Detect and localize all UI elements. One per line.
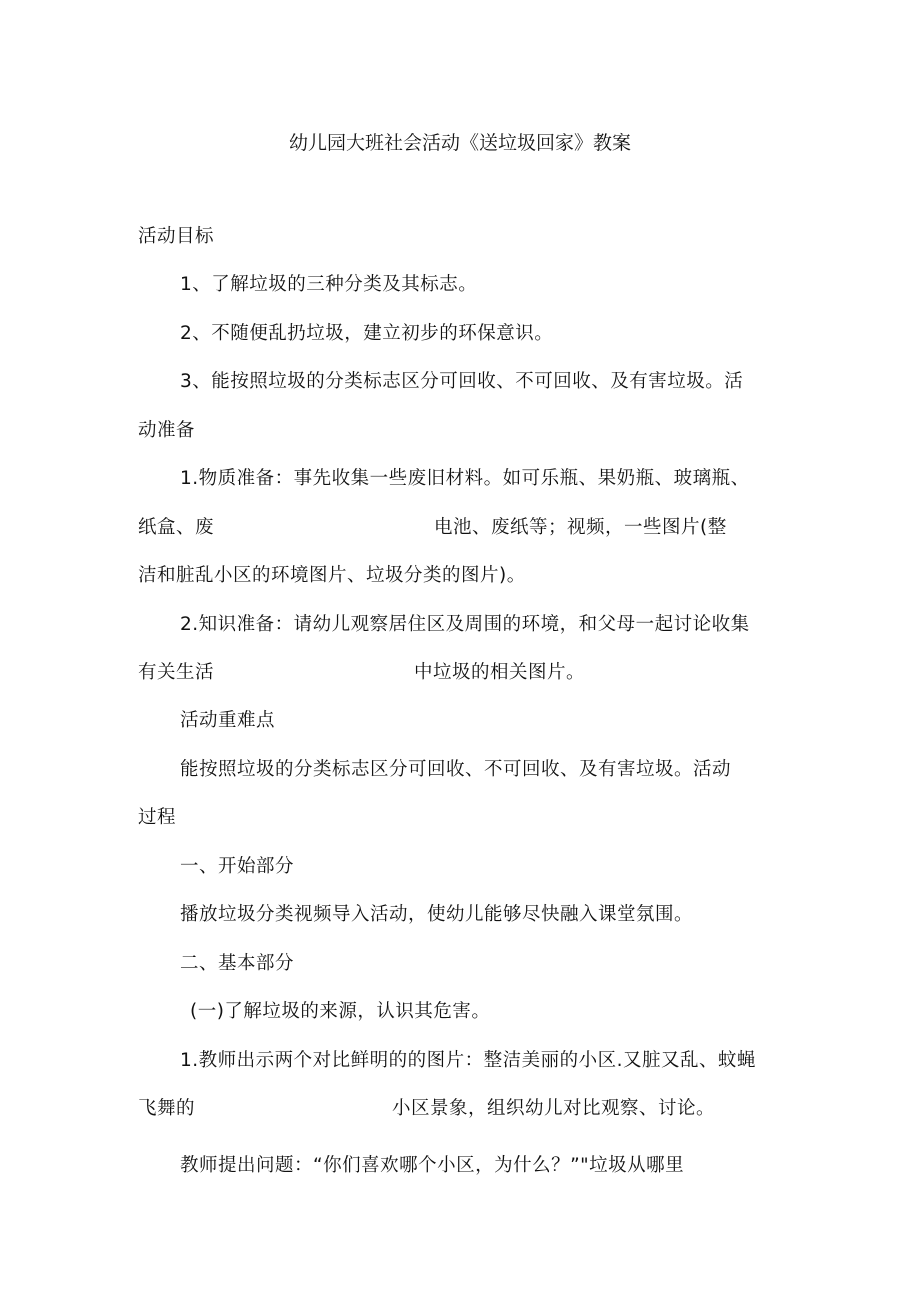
section-heading-goals: 活动目标 xyxy=(138,226,215,247)
prep-knowledge: 2.知识准备：请幼儿观察居住区及周围的环境，和父母一起讨论收集 xyxy=(180,614,750,635)
goal-item-2: 2、不随便乱扔垃圾，建立初步的环保意识。 xyxy=(180,323,554,344)
prep-material-line2-end: 电池、废纸等；视频，一些图片(整 xyxy=(434,517,727,538)
teacher-question: 教师提出问题：“你们喜欢哪个小区，为什么？”"垃圾从哪里 xyxy=(180,1155,685,1176)
prep-material-line2-start: 纸盒、废 xyxy=(138,517,215,538)
key-points-text: 能按照垃圾的分类标志区分可回收、不可回收、及有害垃圾。活动 xyxy=(180,759,732,780)
main-step-1-line2-end: 小区景象，组织幼儿对比观察、讨论。 xyxy=(392,1098,716,1119)
prep-knowledge-line2-start: 有关生活 xyxy=(138,662,215,683)
goal-item-1: 1、了解垃圾的三种分类及其标志。 xyxy=(180,274,478,295)
goal-item-3: 3、能按照垃圾的分类标志区分可回收、不可回收、及有害垃圾。活 xyxy=(180,371,744,392)
section-heading-opening: 一、开始部分 xyxy=(180,856,295,877)
prep-knowledge-line2-end: 中垃圾的相关图片。 xyxy=(414,662,586,683)
main-step-1: 1.教师出示两个对比鲜明的的图片：整洁美丽的小区.又脏又乱、蚊蝇 xyxy=(180,1050,757,1071)
document-title: 幼儿园大班社会活动《送垃圾回家》教案 xyxy=(288,132,631,154)
subsection-heading-1: (一)了解垃圾的来源，认识其危害。 xyxy=(190,1001,491,1022)
main-step-1-line2-start: 飞舞的 xyxy=(138,1098,196,1119)
section-heading-main: 二、基本部分 xyxy=(180,953,295,974)
prep-material: 1.物质准备：事先收集一些废旧材料。如可乐瓶、果奶瓶、玻璃瓶、 xyxy=(180,468,750,489)
goal-item-3-continued: 动准备 xyxy=(138,420,196,441)
key-points-text-continued: 过程 xyxy=(138,807,177,828)
prep-material-line3: 洁和脏乱小区的环境图片、垃圾分类的图片)。 xyxy=(138,565,526,586)
section-heading-key-points: 活动重难点 xyxy=(180,710,276,731)
opening-text: 播放垃圾分类视频导入活动，使幼儿能够尽快融入课堂氛围。 xyxy=(180,904,694,925)
